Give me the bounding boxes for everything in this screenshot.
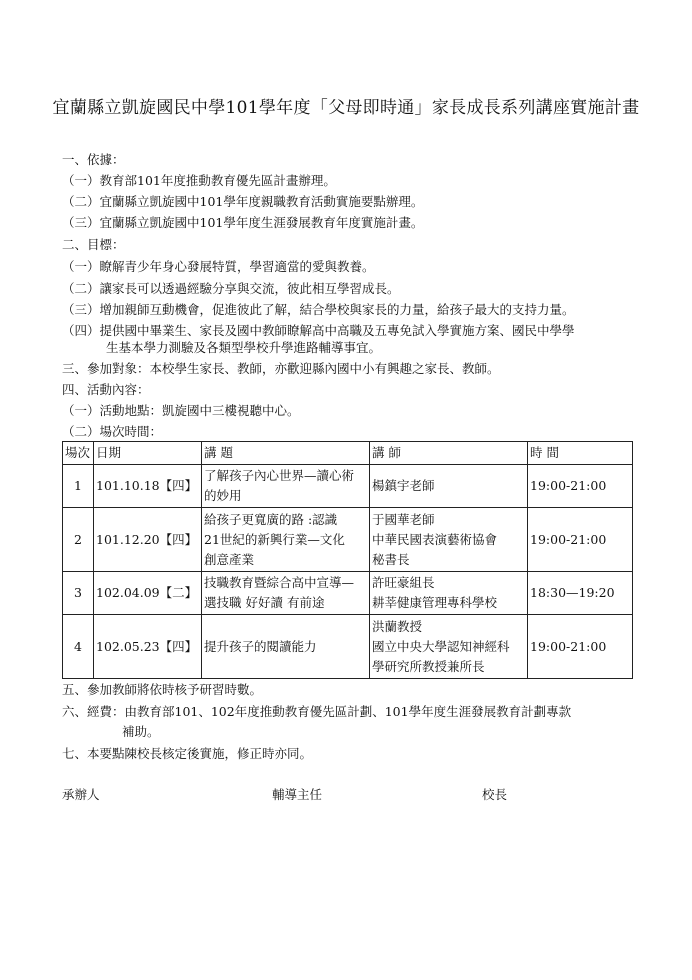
session-topic: 給孩子更寬廣的路 :認識 21世紀的新興行業—文化 創意產業 (202, 508, 370, 572)
basis-item-3: （三）宜蘭縣立凱旋國中101學年度生涯發展教育年度實施計畫。 (62, 215, 424, 230)
session-topic: 了解孩子內心世界—讀心術 的妙用 (202, 465, 370, 508)
goal-item-2: （二）讓家長可以透過經驗分享與交流，彼此相互學習成長。 (62, 281, 400, 296)
session-number: 1 (63, 465, 94, 508)
section-basis-heading: 一、依據： (62, 152, 125, 167)
header-topic: 講 題 (202, 442, 370, 465)
header-speaker: 講 師 (370, 442, 528, 465)
session-date: 102.05.23【四】 (94, 615, 202, 679)
section-goals-heading: 二、目標： (62, 237, 125, 252)
item-teacher-hours: 五、參加教師將依時核予研習時數。 (62, 682, 263, 697)
goal-item-4-cont: 生基本學力測驗及各類型學校升學進路輔導事宜。 (106, 340, 382, 355)
session-topic: 提升孩子的閱讀能力 (202, 615, 370, 679)
session-number: 2 (63, 508, 94, 572)
basis-item-1: （一）教育部101年度推動教育優先區計畫辦理。 (62, 173, 336, 188)
document-title: 宜蘭縣立凱旋國民中學101學年度「父母即時通」家長成長系列講座實施計畫 (52, 98, 640, 118)
table-row (63, 572, 633, 615)
signature-organizer: 承辦人 (62, 787, 100, 802)
table-row (63, 615, 633, 679)
session-speaker: 許旺豪組長 耕莘健康管理專科學校 (370, 572, 528, 615)
session-speaker: 于國華老師 中華民國表演藝術協會 秘書長 (370, 508, 528, 572)
session-speaker: 楊鎮宇老師 (370, 465, 528, 508)
signature-counseling-director: 輔導主任 (272, 787, 323, 802)
session-date: 101.12.20【四】 (94, 508, 202, 572)
item-approval: 七、本要點陳校長核定後實施，修正時亦同。 (62, 746, 313, 761)
goal-item-4: （四）提供國中畢業生、家長及國中教師瞭解高中高職及五專免試入學實施方案、國民中學學 (62, 323, 575, 338)
table-header-row (63, 442, 633, 465)
session-time: 19:00-21:00 (528, 508, 633, 572)
schedule-table (62, 441, 633, 679)
signature-principal: 校長 (482, 787, 508, 802)
section-participants: 三、參加對象：本校學生家長、教師，亦歡迎縣內國中小有興趣之家長、教師。 (62, 361, 500, 376)
session-time: 18:30—19:20 (528, 572, 633, 615)
basis-item-2: （二）宜蘭縣立凱旋國中101學年度親職教育活動實施要點辦理。 (62, 194, 424, 209)
session-number: 3 (63, 572, 94, 615)
goal-item-1: （一）瞭解青少年身心發展特質，學習適當的愛與教養。 (62, 259, 375, 274)
table-row (63, 465, 633, 508)
item-funding-cont: 補助。 (122, 724, 160, 739)
header-time: 時 間 (528, 442, 633, 465)
header-date: 日期 (94, 442, 202, 465)
session-time: 19:00-21:00 (528, 615, 633, 679)
goal-item-3: （三）增加親師互動機會，促進彼此了解，結合學校與家長的力量，給孩子最大的支持力量。 (62, 302, 575, 317)
table-row (63, 508, 633, 572)
session-number: 4 (63, 615, 94, 679)
item-funding: 六、經費：由教育部101、102年度推動教育優先區計劃、101學年度生涯發展教育計劃專款 (62, 704, 572, 719)
session-date: 102.04.09【二】 (94, 572, 202, 615)
session-date: 101.10.18【四】 (94, 465, 202, 508)
section-content-heading: 四、活動內容： (62, 382, 150, 397)
session-topic: 技職教育暨綜合高中宣導— 選技職 好好讀 有前途 (202, 572, 370, 615)
content-schedule-label: （二）場次時間： (62, 424, 163, 439)
header-session: 場次 (63, 442, 94, 465)
session-time: 19:00-21:00 (528, 465, 633, 508)
session-speaker: 洪蘭教授 國立中央大學認知神經科 學研究所教授兼所長 (370, 615, 528, 679)
content-venue: （一）活動地點：凱旋國中三樓視聽中心。 (62, 403, 300, 418)
